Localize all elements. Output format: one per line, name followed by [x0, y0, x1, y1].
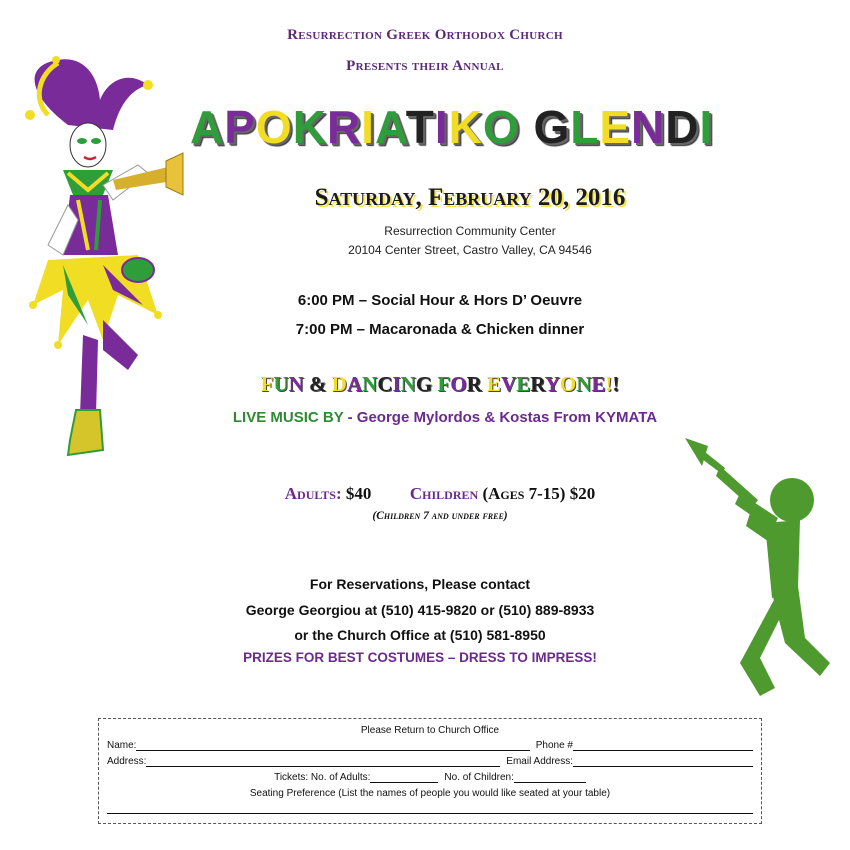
contact-block [140, 572, 700, 649]
seating-field[interactable] [107, 803, 753, 814]
contact-line: For Reservations, Please contact [309, 576, 531, 592]
venue-address: 20104 Center Street, Castro Valley, CA 94546 [348, 243, 592, 257]
banner-letter: & [309, 372, 327, 396]
fun-dancing-banner [190, 372, 690, 397]
title-letter: A [190, 101, 225, 153]
music-label: LIVE MUSIC BY [232, 409, 344, 426]
email-label: Email Address: [506, 756, 573, 767]
banner-letter: N [288, 372, 304, 396]
banner-letter: N [576, 372, 592, 396]
presents-line: Presents their Annual [346, 58, 504, 74]
name-field[interactable] [136, 740, 529, 751]
children-price: $20 [569, 484, 596, 503]
seating-label: Seating Preference (List the names of people you would like seated at your table) [249, 788, 611, 799]
title-letter: N [631, 101, 666, 153]
banner-letter: V [501, 372, 517, 396]
trumpeter-silhouette [680, 438, 840, 703]
children-count-label: No. of Children: [444, 772, 514, 783]
banner-letter: ! [612, 372, 620, 396]
event-date: Saturday, February 20, 2016 [314, 184, 626, 211]
title-letter: K [292, 101, 327, 153]
title-letter: I [434, 101, 449, 153]
phone-label: Phone # [535, 740, 573, 751]
title-letter: I [361, 101, 375, 153]
title-letter: G [533, 101, 571, 153]
address-field[interactable] [146, 756, 500, 767]
email-field[interactable] [573, 756, 753, 767]
title-letter: T [405, 101, 435, 153]
venue-name: Resurrection Community Center [384, 224, 556, 238]
banner-letter: E [516, 372, 531, 396]
banner-letter: F [437, 372, 451, 396]
title-letter: R [326, 101, 362, 153]
adults-price: $40 [345, 484, 372, 503]
church-name: Resurrection Greek Orthodox Church [287, 27, 563, 43]
music-dash: - [343, 409, 357, 426]
address-label: Address: [107, 756, 147, 767]
banner-letter: O [450, 372, 467, 396]
prizes-line: PRIZES FOR BEST COSTUMES – DRESS TO IMPRESS! [243, 650, 597, 665]
tickets-adults-label: Tickets: No. of Adults: [274, 772, 371, 783]
event-title [190, 100, 750, 154]
contact-line: or the Church Office at (510) 581-8950 [294, 627, 546, 643]
title-letter: L [570, 101, 600, 153]
banner-letter: Y [544, 372, 560, 396]
live-music-line [145, 409, 745, 426]
schedule-item: 7:00 PM – Macaronada & Chicken dinner [295, 321, 585, 338]
title-letter [520, 101, 534, 153]
banner-letter: E [591, 372, 606, 396]
banner-letter: A [346, 372, 363, 396]
name-label: Name: [107, 740, 137, 751]
jester-illustration [8, 55, 193, 465]
children-label: Children [409, 484, 479, 503]
title-letter: O [255, 101, 293, 153]
banner-letter: I [392, 372, 401, 396]
title-letter: A [374, 101, 406, 153]
title-letter: K [448, 101, 483, 153]
title-letter: O [482, 101, 520, 153]
title-letter: I [699, 101, 714, 153]
music-performers: George Mylordos & Kostas From KYMATA [356, 409, 658, 426]
banner-letter: U [273, 372, 289, 396]
banner-letter: O [559, 372, 577, 396]
reservation-form [98, 718, 762, 824]
pricing [190, 484, 690, 504]
banner-letter: N [362, 372, 378, 396]
contact-line: George Georgiou at (510) 415-9820 or (510) 889-8933 [245, 601, 595, 618]
venue-block [190, 222, 750, 260]
schedule-item: 6:00 PM – Social Hour & Hors D’ Oeuvre [297, 292, 583, 309]
banner-letter: E [487, 372, 502, 396]
children-count-field[interactable] [514, 772, 586, 783]
banner-letter: C [377, 372, 393, 396]
banner-letter: D [331, 372, 347, 396]
free-note: (Children 7 and under free) [372, 510, 508, 522]
banner-letter: R [530, 372, 545, 396]
banner-letter: R [466, 372, 482, 396]
form-title: Please Return to Church Office [360, 725, 500, 736]
banner-letter: N [400, 372, 416, 396]
title-letter: D [665, 101, 700, 153]
title-letter: P [224, 101, 256, 153]
phone-field[interactable] [573, 740, 753, 751]
children-ages: (Ages 7-15) [482, 484, 566, 503]
title-letter: E [599, 101, 632, 153]
banner-letter: F [260, 372, 274, 396]
banner-letter: ! [605, 372, 613, 396]
schedule [190, 286, 690, 344]
adults-label: Adults: [284, 484, 342, 503]
banner-letter: G [415, 372, 433, 396]
adults-count-field[interactable] [370, 772, 438, 783]
